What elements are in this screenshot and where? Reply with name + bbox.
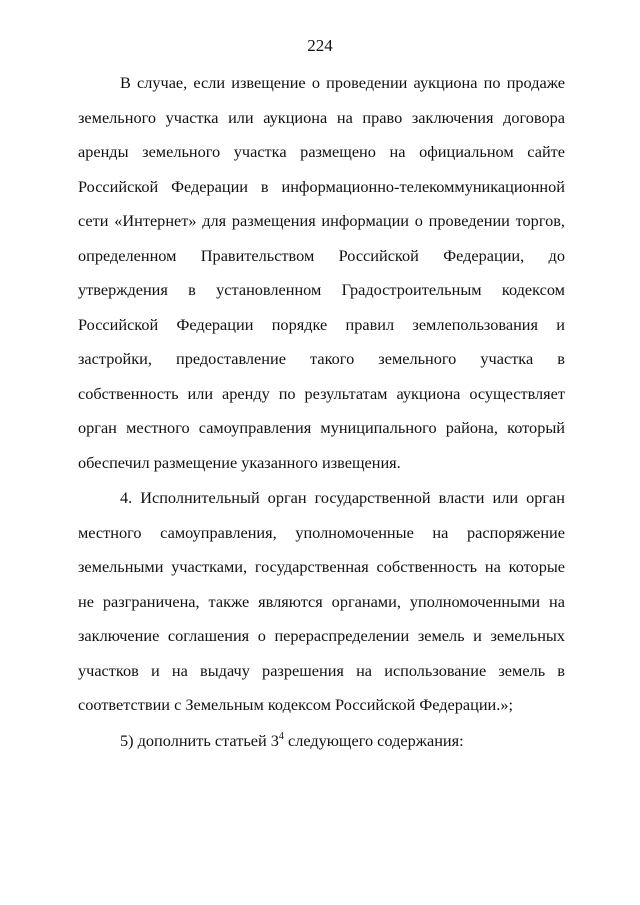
amendment-prefix: 5) дополнить статьей 3 <box>120 730 279 750</box>
paragraph-amendment-5 <box>78 724 565 759</box>
amendment-superscript: 4 <box>278 730 284 742</box>
document-body <box>78 66 565 758</box>
amendment-suffix: следующего содержания: <box>283 730 464 750</box>
page-number: 224 <box>307 36 333 55</box>
paragraph-auction-notice: В случае, если извещение о проведении аукциона по продаже земельного участка или аукциона на право заключения договора аренды земельного участка размещено на официальном сайте Российской Федерации в информационно-телекоммуникационной сети «Интернет» для размещения информации о проведении торгов, определенном Правительством Российской Федерации, до утверждения в установленном Градостроительным кодексом Российской Федерации порядке правил землепользования и застройки, предоставление такого земельного участка в собственность или аренду по результатам аукциона осуществляет орган местного самоуправления муниципального района, который обеспечил размещение указанного извещения. <box>78 73 565 472</box>
paragraph-clause-4: 4. Исполнительный орган государственной власти или орган местного самоуправления, уполномоченные на распоряжение земельными участками, государственная собственность на которые не разграничена, также являются органами, уполномоченными на заключение соглашения о перераспределении земель и земельных участков и на выдачу разрешения на использование земель в соответствии с Земельным кодексом Российской Федерации.»; <box>78 488 565 714</box>
